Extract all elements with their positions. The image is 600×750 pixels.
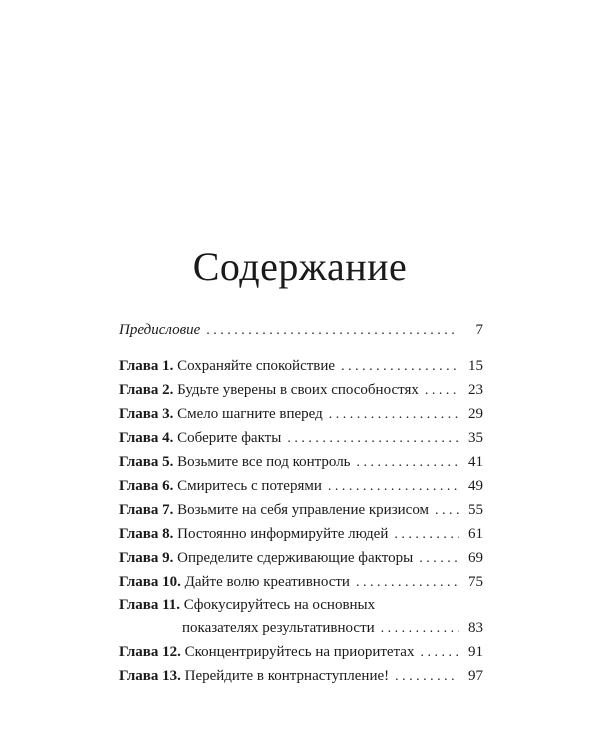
toc-entry xyxy=(119,640,483,664)
chapter-title: Сконцентрируйтесь на приоритетах xyxy=(184,644,415,660)
toc-entry xyxy=(119,402,483,426)
toc-entry xyxy=(119,664,483,688)
chapter-title: Сфокусируйтесь на основных xyxy=(183,597,376,613)
toc-page-number: 29 xyxy=(468,406,483,422)
chapter-number: Глава 11. xyxy=(119,597,181,613)
dot-leader xyxy=(206,319,459,343)
chapter-title: Постоянно информируйте людей xyxy=(177,526,389,542)
chapter-number: Глава 12. xyxy=(119,644,181,660)
toc-page-number: 55 xyxy=(468,502,483,518)
toc-page-number: 91 xyxy=(468,644,483,660)
chapter-number: Глава 7. xyxy=(119,502,174,518)
toc-entry xyxy=(119,594,483,640)
dot-leader xyxy=(287,427,459,451)
toc-entry xyxy=(119,474,483,498)
toc-page-number: 97 xyxy=(468,668,483,684)
dot-leader xyxy=(420,641,459,665)
chapter-number: Глава 5. xyxy=(119,454,174,470)
chapter-title: Перейдите в контрнаступление! xyxy=(184,668,390,684)
dot-leader xyxy=(357,451,459,475)
chapter-number: Глава 8. xyxy=(119,526,174,542)
chapter-number: Глава 9. xyxy=(119,550,174,566)
dot-leader xyxy=(381,617,459,641)
chapter-number: Глава 4. xyxy=(119,430,174,446)
dot-leader xyxy=(395,665,459,689)
dot-leader xyxy=(341,355,459,379)
toc-entry xyxy=(119,450,483,474)
toc-entry xyxy=(119,522,483,546)
chapter-number: Глава 3. xyxy=(119,406,174,422)
chapter-title: Соберите факты xyxy=(177,430,282,446)
toc-entry-preface xyxy=(119,318,483,342)
toc-page-number: 23 xyxy=(468,382,483,398)
dot-leader xyxy=(419,547,459,571)
chapter-title: Дайте волю креативности xyxy=(184,574,350,590)
toc-page-number: 61 xyxy=(468,526,483,542)
chapter-title: Возьмите все под контроль xyxy=(177,454,351,470)
chapter-number: Глава 13. xyxy=(119,668,181,684)
toc-entry xyxy=(119,354,483,378)
chapter-title: Возьмите на себя управление кризисом xyxy=(177,502,430,518)
chapter-number: Глава 6. xyxy=(119,478,174,494)
toc-page-number: 7 xyxy=(475,322,483,338)
toc-entry xyxy=(119,546,483,570)
toc-entry xyxy=(119,378,483,402)
dot-leader xyxy=(329,403,459,427)
dot-leader xyxy=(394,523,459,547)
chapter-number: Глава 2. xyxy=(119,382,174,398)
dot-leader xyxy=(328,475,459,499)
toc-entry xyxy=(119,426,483,450)
toc-entry xyxy=(119,570,483,594)
chapter-title: Будьте уверены в своих способностях xyxy=(177,382,419,398)
dot-leader xyxy=(435,499,459,523)
toc-entry xyxy=(119,498,483,522)
dot-leader xyxy=(356,571,459,595)
page-title: Содержание xyxy=(192,244,408,289)
toc-page-number: 69 xyxy=(468,550,483,566)
toc-page-number: 41 xyxy=(468,454,483,470)
chapter-title: Определите сдерживающие факторы xyxy=(177,550,414,566)
toc-page-number: 49 xyxy=(468,478,483,494)
chapter-title: Смиритесь с потерями xyxy=(177,478,322,494)
chapter-title: Сохраняйте спокойствие xyxy=(177,358,336,374)
toc-page-number: 15 xyxy=(468,358,483,374)
toc-page-number: 83 xyxy=(468,620,483,636)
toc-page-number: 35 xyxy=(468,430,483,446)
toc-page-number: 75 xyxy=(468,574,483,590)
chapter-title-continued: показателях результативности xyxy=(182,620,375,636)
chapter-number: Глава 1. xyxy=(119,358,174,374)
chapter-number: Глава 10. xyxy=(119,574,181,590)
toc-preface-label: Предисловие xyxy=(119,322,201,338)
table-of-contents xyxy=(119,318,483,688)
dot-leader xyxy=(425,379,459,403)
chapter-title: Смело шагните вперед xyxy=(177,406,323,422)
